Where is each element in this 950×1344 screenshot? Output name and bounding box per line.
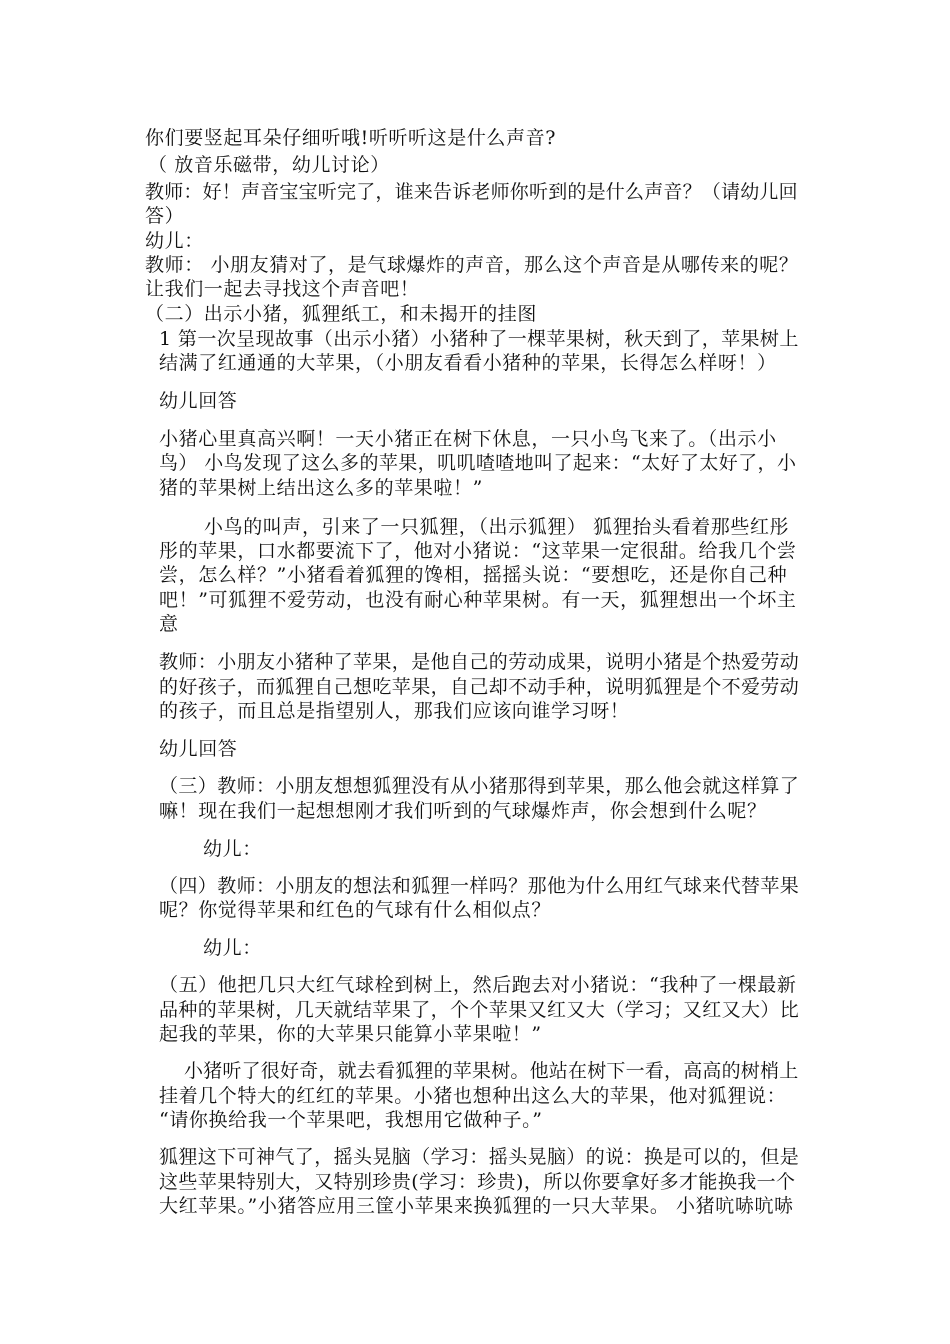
text-line: 1 第一次呈现故事（出示小猪）小猪种了一棵苹果树，秋天到了，苹果树上: [159, 328, 799, 350]
text-line: 小猪听了很好奇，就去看狐狸的苹果树。他站在树下一看，高高的树梢上: [184, 1060, 799, 1082]
text-line: 教师：好！声音宝宝听完了，谁来告诉老师你听到的是什么声音？（请幼儿回: [145, 181, 798, 203]
text-line: 幼儿回答: [159, 738, 238, 760]
text-line: （四）教师：小朋友的想法和狐狸一样吗？那他为什么用红气球来代替苹果: [159, 875, 800, 897]
text-line: 品种的苹果树，几天就结苹果了，个个苹果又红又大（学习；又红又大）比: [159, 999, 800, 1021]
text-line: 彤的苹果，口水都要流下了，他对小猪说：“这苹果一定很甜。给我几个尝: [159, 540, 797, 562]
text-line: 起我的苹果，你的大苹果只能算小苹果啦！”: [159, 1023, 542, 1045]
text-line: 幼儿：: [203, 838, 262, 860]
text-line: 教师：小朋友小猪种了苹果，是他自己的劳动成果，说明小猪是个热爱劳动: [159, 651, 800, 673]
text-line: 小猪心里真高兴啊！一天小猪正在树下休息，一只小鸟飞来了。（出示小: [159, 428, 777, 450]
text-line: 结满了红通通的大苹果，（小朋友看看小猪种的苹果，长得怎么样呀！）: [159, 352, 777, 374]
text-line: 的孩子，而且总是指望别人，那我们应该向谁学习呀！: [159, 700, 630, 722]
text-line: 幼儿回答: [159, 390, 238, 412]
text-line: 幼儿：: [203, 937, 262, 959]
text-line: 猪的苹果树上结出这么多的苹果啦！”: [159, 477, 483, 499]
text-line: 吧！”可狐狸不爱劳动，也没有耐心种苹果树。有一天，狐狸想出一个坏主: [159, 589, 797, 611]
text-line: 你们要竖起耳朵仔细听哦!听听听这是什么声音?: [145, 127, 557, 149]
text-line: 幼儿：: [145, 230, 204, 252]
text-line: 答）: [145, 205, 185, 227]
text-line: 鸟） 小鸟发现了这么多的苹果，叽叽喳喳地叫了起来：“太好了太好了，小: [159, 452, 797, 474]
text-line: 大红苹果。”小猪答应用三筐小苹果来换狐狸的一只大苹果。 小猪吭哧吭哧: [159, 1195, 794, 1217]
text-line: 的好孩子，而狐狸自己想吃苹果，自己却不动手种，说明狐狸是个不爱劳动: [159, 676, 800, 698]
text-line: （三）教师：小朋友想想狐狸没有从小猪那得到苹果，那么他会就这样算了: [159, 775, 800, 797]
text-line: “请你换给我一个苹果吧，我想用它做种子。”: [159, 1109, 543, 1131]
text-line: 意: [159, 613, 179, 635]
text-line: 教师： 小朋友猜对了，是气球爆炸的声音，那么这个声音是从哪传来的呢？: [145, 254, 799, 276]
text-line: 呢？你觉得苹果和红色的气球有什么相似点？: [159, 899, 552, 921]
text-line: 挂着几个特大的红红的苹果。小猪也想种出这么大的苹果，他对狐狸说：: [159, 1085, 787, 1107]
text-line: 狐狸这下可神气了，摇头晃脑（学习：摇头晃脑）的说：换是可以的，但是: [159, 1146, 800, 1168]
text-line: 嘛！现在我们一起想想刚才我们听到的气球爆炸声，你会想到什么呢？: [159, 800, 767, 822]
text-line: 尝，怎么样？”小猪看着狐狸的馋相，摇摇头说：“要想吃，还是你自己种: [159, 564, 788, 586]
section-heading: （二）出示小猪，狐狸纸工，和未揭开的挂图: [145, 303, 538, 325]
text-line: （五）他把几只大红气球栓到树上，然后跑去对小猪说：“我种了一棵最新: [159, 974, 797, 996]
text-line: 小鸟的叫声，引来了一只狐狸，（出示狐狸） 狐狸抬头看着那些红彤: [204, 516, 790, 538]
text-line: 这些苹果特别大，又特别珍贵(学习：珍贵)，所以你要拿好多才能换我一个: [159, 1171, 796, 1193]
text-line: 让我们一起去寻找这个声音吧！: [145, 278, 420, 300]
text-line: （ 放音乐磁带，幼儿讨论）: [148, 154, 390, 176]
